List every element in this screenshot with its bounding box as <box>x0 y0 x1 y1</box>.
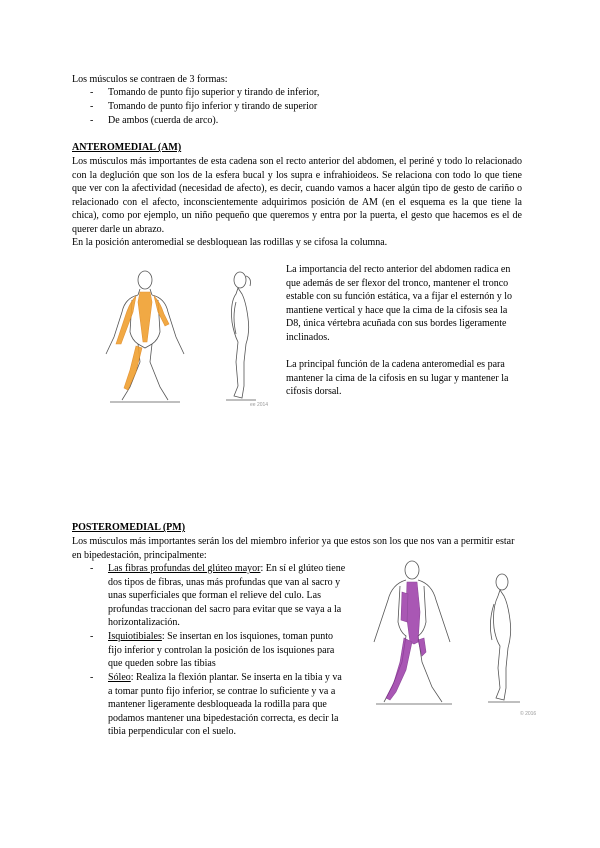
list-dash: - <box>90 563 94 574</box>
pm-item-text: : Se insertan en los isquiones, toman punto fijo inferior y controlan la posición de los isquiones para que queden sobre las tibias <box>108 631 335 669</box>
pm-item-isquiotibiales <box>108 630 348 671</box>
am-position-line: En la posición anteromedial se desbloquean las rodillas y se cifosa la columna. <box>72 237 388 248</box>
intro-item-3: De ambos (cuerda de arco). <box>108 115 219 126</box>
am-body: Los músculos más importantes de esta cadena son el recto anterior del abdomen, el periné y todo lo relacionado con la deglución que son los de la esfera bucal y los supra e infrahioideos. Se relaciona con todo lo que tiene que ver con la afectividad (necesidad de afecto), es decir, cuando vamos a hacer algún tipo de gesto de cariño o relacionado con el afecto, inconscientemente adquirimos posición de AM (en el esquema es la que tiene la chica), como por ejemplo, un niño pequeño que queremos y entra por la puerta, el gesto que hacemos es el de querer darle un abrazo. <box>72 156 522 235</box>
intro-lead: Los músculos se contraen de 3 formas: <box>72 74 228 85</box>
intro-item-1: Tomando de punto fijo superior y tirando de inferior, <box>108 87 320 98</box>
pm-figure-caption: © 2016 <box>520 711 537 717</box>
pm-item-text: : Realiza la flexión plantar. Se inserta en la tibia y va a tomar punto fijo inferior, se contrae lo suficiente y va a mantener ligeramente desbloqueada la rodilla para que podamos mantener una bipedestación correcta, es decir la tibia perpendicular con el suelo. <box>108 672 342 737</box>
am-side-paragraph-2: La principal función de la cadena anteromedial es para mantener la cima de la cifosis en su lugar y mantener la cifosis dorsal. <box>286 359 509 397</box>
pm-heading: POSTEROMEDIAL (PM) <box>72 522 186 533</box>
intro-item-2: Tomando de punto fijo inferior y tirando de superior <box>108 101 318 112</box>
am-heading: ANTEROMEDIAL (AM) <box>72 142 182 153</box>
pm-item-term: Sóleo <box>108 672 131 683</box>
pm-item-term: Isquiotibiales <box>108 631 162 642</box>
list-dash: - <box>90 672 94 683</box>
list-dash: - <box>90 631 94 642</box>
am-side-paragraph-1: La importancia del recto anterior del abdomen radica en que además de ser flexor del tronco, mantener el tronco estable con su función estática, va a fijar el esternón y lo mantiene vertical y hace que la cima de la cifosis sea la D8, única vértebra acuñada con sus bordes ligeramente inclinados. <box>286 264 513 343</box>
list-dash: - <box>90 87 94 98</box>
list-dash: - <box>90 101 94 112</box>
pm-item-term: Las fibras profundas del glúteo mayor <box>108 563 261 574</box>
list-dash: - <box>90 115 94 126</box>
am-figure-caption: ee 2014 <box>250 402 269 408</box>
pm-body: Los músculos más importantes serán los del miembro inferior ya que estos son los que nos van a permitir estar en bipedestación, principalmente: <box>72 536 515 561</box>
pm-item-soleo <box>108 671 348 739</box>
posteromedial-figure <box>370 552 540 717</box>
pm-item-gluteo <box>108 562 348 630</box>
anteromedial-figure <box>100 262 280 412</box>
pm-item-text: : En sí el glúteo tiene dos tipos de fibras, unas más profundas que van al sacro y unas superficiales que forman el relieve del culo. Las profundas traccionan del sacro para evitar que se vaya a la horizontalización. <box>108 563 346 628</box>
